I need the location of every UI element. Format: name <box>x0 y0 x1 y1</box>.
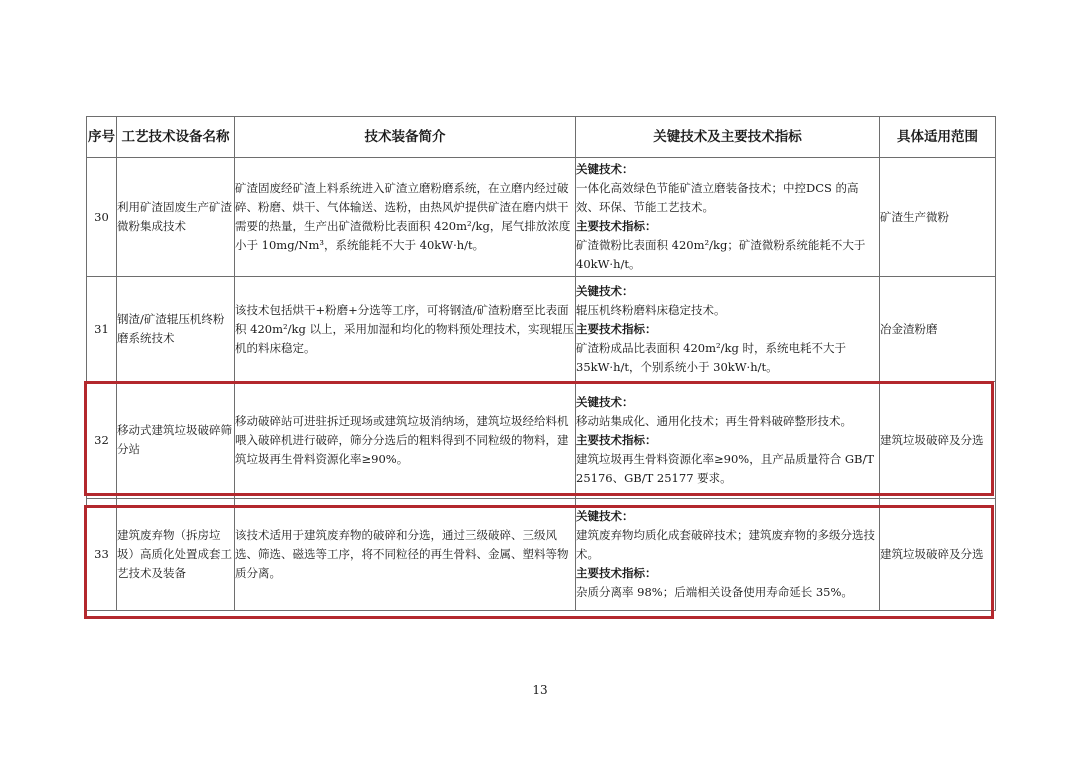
row-name: 移动式建筑垃圾破碎筛分站 <box>117 382 235 499</box>
row-intro: 该技术适用于建筑废弃物的破碎和分选，通过三级破碎、三级风选、筛选、磁选等工序，将不同粒径的再生骨料、金属、塑料等物质分离。 <box>235 499 576 611</box>
row-scope: 矿渣生产微粉 <box>880 158 996 277</box>
key-tech-label: 关键技术： <box>576 283 634 298</box>
row-seq: 33 <box>87 499 117 611</box>
table-row <box>87 158 996 277</box>
main-index-label: 主要技术指标： <box>576 432 657 447</box>
table-header-row <box>87 117 996 158</box>
row-key <box>576 499 880 611</box>
technology-table <box>86 116 996 611</box>
main-index-label: 主要技术指标： <box>576 566 657 580</box>
row-seq: 32 <box>87 382 117 499</box>
key-tech-text: 移动站集成化、通用化技术；再生骨料破碎整形技术。 <box>576 413 852 428</box>
row-key <box>576 277 880 382</box>
main-index-label: 主要技术指标： <box>576 321 657 336</box>
key-tech-text: 建筑废弃物均质化成套破碎技术；建筑废弃物的多级分选技术。 <box>576 528 875 561</box>
table-row <box>87 382 996 499</box>
row-scope: 建筑垃圾破碎及分选 <box>880 499 996 611</box>
row-scope: 冶金渣粉磨 <box>880 277 996 382</box>
row-name: 建筑废弃物（拆房垃圾）高质化处置成套工艺技术及装备 <box>117 499 235 611</box>
table-row <box>87 277 996 382</box>
row-name: 利用矿渣固废生产矿渣微粉集成技术 <box>117 158 235 277</box>
header-scope: 具体适用范围 <box>880 117 996 158</box>
page-number: 13 <box>532 683 548 697</box>
main-index-text: 矿渣微粉比表面积 420m²/kg；矿渣微粉系统能耗不大于 40kW·h/t。 <box>576 238 866 271</box>
row-key <box>576 382 880 499</box>
main-index-text: 矿渣粉成品比表面积 420m²/kg 时，系统电耗不大于 35kW·h/t，个别系统小于 30kW·h/t。 <box>576 340 846 374</box>
table-row <box>87 499 996 611</box>
header-seq: 序号 <box>87 117 117 158</box>
key-tech-text: 一体化高效绿色节能矿渣立磨装备技术；中控DCS 的高效、环保、节能工艺技术。 <box>576 181 859 214</box>
row-scope: 建筑垃圾破碎及分选 <box>880 382 996 499</box>
header-name: 工艺技术设备名称 <box>117 117 235 158</box>
key-tech-text: 辊压机终粉磨料床稳定技术。 <box>576 302 726 317</box>
header-intro: 技术装备简介 <box>235 117 576 158</box>
main-index-text: 杂质分离率 98%；后端相关设备使用寿命延长 35%。 <box>576 585 853 599</box>
row-key <box>576 158 880 277</box>
main-index-text: 建筑垃圾再生骨料资源化率≥90%，且产品质量符合 GB/T 25176、GB/T 25177 要求。 <box>576 451 875 485</box>
row-name: 钢渣/矿渣辊压机终粉磨系统技术 <box>117 277 235 382</box>
row-seq: 30 <box>87 158 117 277</box>
row-intro: 移动破碎站可进驻拆迁现场或建筑垃圾消纳场，建筑垃圾经给料机喂入破碎机进行破碎，筛分分选后的粗料得到不同粒级的物料，建筑垃圾再生骨料资源化率≥90%。 <box>235 382 576 499</box>
row-intro: 矿渣固废经矿渣上料系统进入矿渣立磨粉磨系统，在立磨内经过破碎、粉磨、烘干、气体输送、选粉，由热风炉提供矿渣在磨内烘干需要的热量，生产出矿渣微粉比表面积 420m²/kg，尾气排放浓度小于 10mg/Nm³，系统能耗不大于 40kW·h/t。 <box>235 158 576 277</box>
header-key: 关键技术及主要技术指标 <box>576 117 880 158</box>
key-tech-label: 关键技术： <box>576 162 634 176</box>
key-tech-label: 关键技术： <box>576 394 634 409</box>
row-seq: 31 <box>87 277 117 382</box>
main-index-label: 主要技术指标： <box>576 219 657 233</box>
row-intro: 该技术包括烘干+粉磨+分选等工序，可将钢渣/矿渣粉磨至比表面积 420m²/kg 以上，采用加湿和均化的物料预处理技术，实现辊压机的料床稳定。 <box>235 277 576 382</box>
key-tech-label: 关键技术： <box>576 509 634 523</box>
